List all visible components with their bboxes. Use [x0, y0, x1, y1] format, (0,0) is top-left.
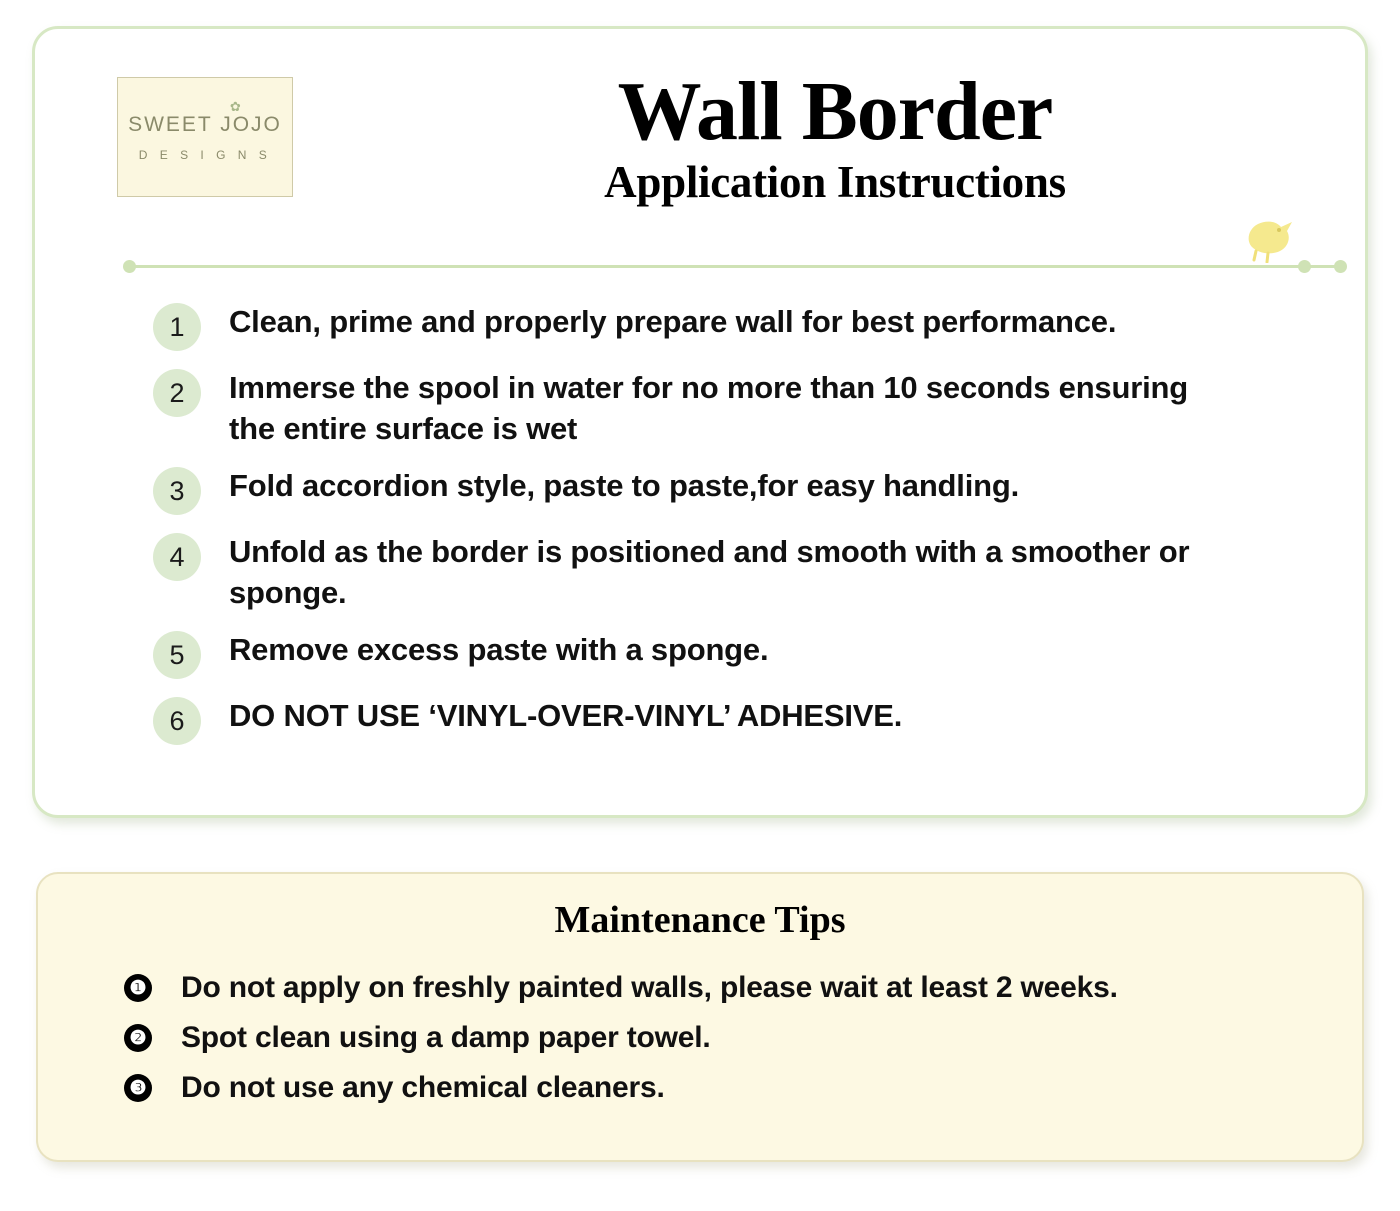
list-item: [153, 301, 1333, 351]
step-number-badge: 2: [153, 369, 201, 417]
tip-number-badge: ❸: [124, 1074, 152, 1102]
list-item: [153, 695, 1333, 745]
step-number-badge: 3: [153, 467, 201, 515]
maintenance-list: [124, 968, 1362, 1108]
step-text: Fold accordion style, paste to paste,for easy handling.: [229, 468, 1020, 503]
step-text: DO NOT USE ‘VINYL-OVER-VINYL’ ADHESIVE.: [229, 698, 903, 733]
tip-number-badge: ❶: [124, 974, 152, 1002]
maintenance-tips-card: [36, 872, 1364, 1162]
tip-text: Do not apply on freshly painted walls, please wait at least 2 weeks.: [181, 971, 1118, 1004]
step-number-badge: 6: [153, 697, 201, 745]
list-item: [124, 1018, 1362, 1058]
step-number-badge: 1: [153, 303, 201, 351]
decorative-divider: [123, 257, 1347, 277]
maintenance-title: Maintenance Tips: [554, 899, 846, 941]
leaf-icon: ✿: [229, 98, 243, 114]
logo-sub-text: D E S I G N S: [138, 147, 272, 162]
instructions-card: [32, 26, 1368, 818]
brand-logo: [117, 77, 293, 197]
step-number-badge: 5: [153, 631, 201, 679]
list-item: [124, 968, 1362, 1008]
page-subtitle: Application Instructions: [604, 157, 1066, 207]
page-title: Wall Border: [617, 65, 1053, 158]
list-item: [153, 465, 1333, 515]
divider-dot-right-inner: [1298, 260, 1311, 273]
logo-brand-text: SWEET JOJO: [128, 112, 282, 136]
step-number-badge: 4: [153, 533, 201, 581]
tip-text: Do not use any chemical cleaners.: [181, 1071, 665, 1104]
logo-brand-name: [128, 98, 282, 137]
divider-line: [133, 265, 1337, 268]
list-item: [153, 367, 1333, 449]
list-item: [153, 629, 1333, 679]
tip-text: Spot clean using a damp paper towel.: [181, 1021, 711, 1054]
step-text: Remove excess paste with a sponge.: [229, 632, 769, 667]
divider-dot-left: [123, 260, 136, 273]
step-text: Unfold as the border is positioned and smooth with a smoother or sponge.: [229, 534, 1190, 610]
bird-icon: [1238, 207, 1298, 263]
steps-list: [153, 301, 1333, 761]
tip-number-badge: ❷: [124, 1024, 152, 1052]
step-text: Clean, prime and properly prepare wall for best performance.: [229, 304, 1117, 339]
list-item: [153, 531, 1333, 613]
document-header: [35, 29, 1365, 219]
step-text: Immerse the spool in water for no more than 10 seconds ensuring the entire surface is wet: [229, 370, 1188, 446]
divider-dot-right-outer: [1334, 260, 1347, 273]
title-block: [335, 65, 1335, 207]
list-item: [124, 1068, 1362, 1108]
